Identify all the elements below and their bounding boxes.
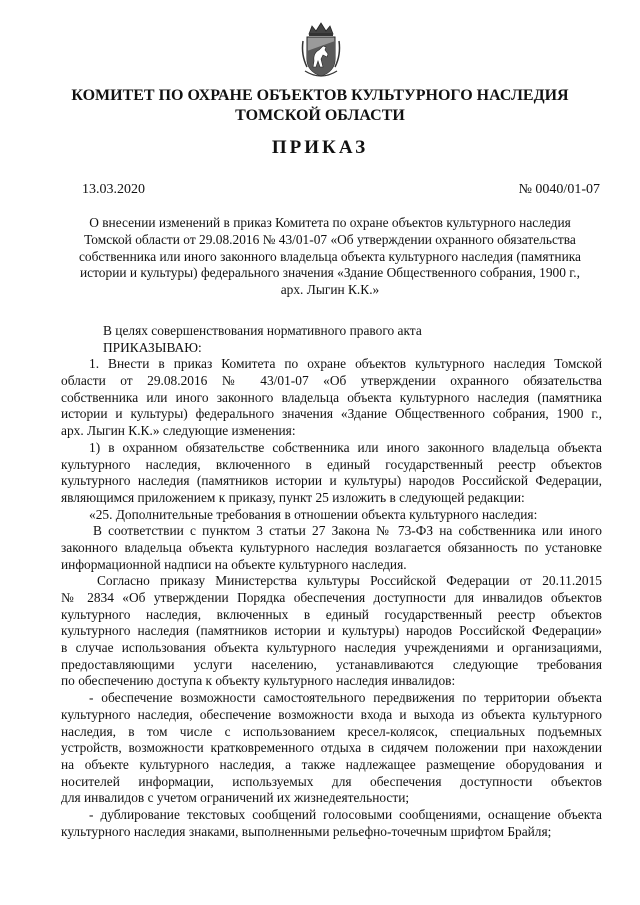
order-body: [61, 323, 602, 840]
body-line: области от 29.08.2016 № 43/01-07 «Об утверждении охранного обязательства: [61, 373, 602, 389]
subject-line: истории и культуры) федерального значения «Здание Общественного собрания, 1900 г.,: [80, 265, 580, 281]
body-line: культурного наследия, включенных в единый государственный реестр объектов: [61, 606, 602, 622]
body-line: культурного наследия (памятников истории и культуры) народов Российской Федерации»: [61, 623, 602, 639]
body-line: носителей информации, используемых для обеспечения доступности объектов: [61, 773, 602, 789]
body-line: культурного наследия (памятников истории и культуры) народов Российской Федерации,: [61, 473, 602, 489]
document-type-title: ПРИКАЗ: [271, 137, 369, 158]
body-line: «25. Дополнительные требования в отношении объекта культурного наследия:: [89, 506, 538, 522]
body-line: предоставляющими услуги населению, устанавливаются следующие требования: [61, 656, 602, 672]
body-line: ПРИКАЗЫВАЮ:: [103, 339, 202, 355]
subject-line: Томской области от 29.08.2016 № 43/01-07 «Об утверждении охранного обязательства: [84, 231, 576, 247]
body-line: наследия, в том числе с использованием кресел-колясок, специальных подъемных: [61, 723, 602, 739]
body-line: Согласно приказу Министерства культуры Российской Федерации от 20.11.2015: [97, 573, 602, 589]
subject-line: О внесении изменений в приказ Комитета по охране объектов культурного наследия: [89, 215, 571, 230]
body-line: культурного наследия знаками, выполненными рельефно-точечным шрифтом Брайля;: [61, 823, 552, 839]
body-line: № 2834 «Об утверждении Порядка обеспечения доступности для инвалидов объектов: [61, 590, 602, 605]
organization-name-line2: ТОМСКОЙ ОБЛАСТИ: [235, 107, 405, 124]
body-line: культурного наследия, включенного в единый государственный реестр объектов: [61, 456, 602, 472]
body-line: арх. Лыгин К.К.» следующие изменения:: [61, 423, 296, 439]
body-line: устройств, возможности кратковременного отдыха в сидячем положении при нахождении: [61, 740, 602, 756]
body-line: в случае использования объекта культурного наследия учреждениями и организациями,: [61, 640, 602, 656]
body-line: В соответствии с пунктом 3 статьи 27 Закона № 73-ФЗ на собственника или иного: [93, 523, 602, 539]
body-line: для инвалидов с учетом ограничений их жизнедеятельности;: [61, 790, 410, 806]
body-line: являющимся приложением к приказу, пункт 25 изложить в следующей редакции:: [61, 489, 525, 505]
body-line: информационной надписи на объекте культурного наследия.: [61, 556, 407, 572]
body-line: - обеспечение возможности самостоятельного передвижения по территории объекта: [89, 690, 602, 706]
body-line: собственника или иного законного владельца объекта культурного наследия (памятника: [61, 389, 602, 405]
order-number: № 0040/01-07: [518, 182, 600, 197]
body-line: 1) в охранном обязательстве собственника или иного законного владельца объекта: [89, 439, 602, 455]
order-date: 13.03.2020: [82, 182, 145, 197]
order-subject: [60, 215, 600, 299]
body-line: 1. Внести в приказ Комитета по охране объектов культурного наследия Томской: [89, 356, 602, 372]
organization-name-line1: КОМИТЕТ ПО ОХРАНЕ ОБЪЕКТОВ КУЛЬТУРНОГО НАСЛЕДИЯ: [71, 87, 569, 104]
subject-line: арх. Лыгин К.К.»: [280, 282, 380, 298]
body-line: истории и культуры) федерального значения «Здание Общественного собрания, 1900 г.,: [61, 406, 602, 422]
body-line: по обеспечению доступа к объекту культурного наследия инвалидов:: [61, 673, 456, 689]
coat-of-arms-emblem-icon: [299, 21, 343, 79]
body-line: законного владельца объекта культурного наследия возлагается обязанность по установке: [61, 539, 602, 555]
subject-line: собственника или иного законного владельца объекта культурного наследия (памятника: [78, 248, 581, 264]
body-line: В целях совершенствования нормативного правого акта: [103, 323, 422, 338]
body-line: культурного наследия, обеспечение возможности входа и выхода из объекта культурного: [61, 706, 602, 722]
body-line: на объекте культурного наследия, а также надлежащее размещение оборудования и: [61, 756, 602, 772]
body-line: - дублирование текстовых сообщений голосовыми сообщениями, оснащение объекта: [89, 806, 602, 822]
